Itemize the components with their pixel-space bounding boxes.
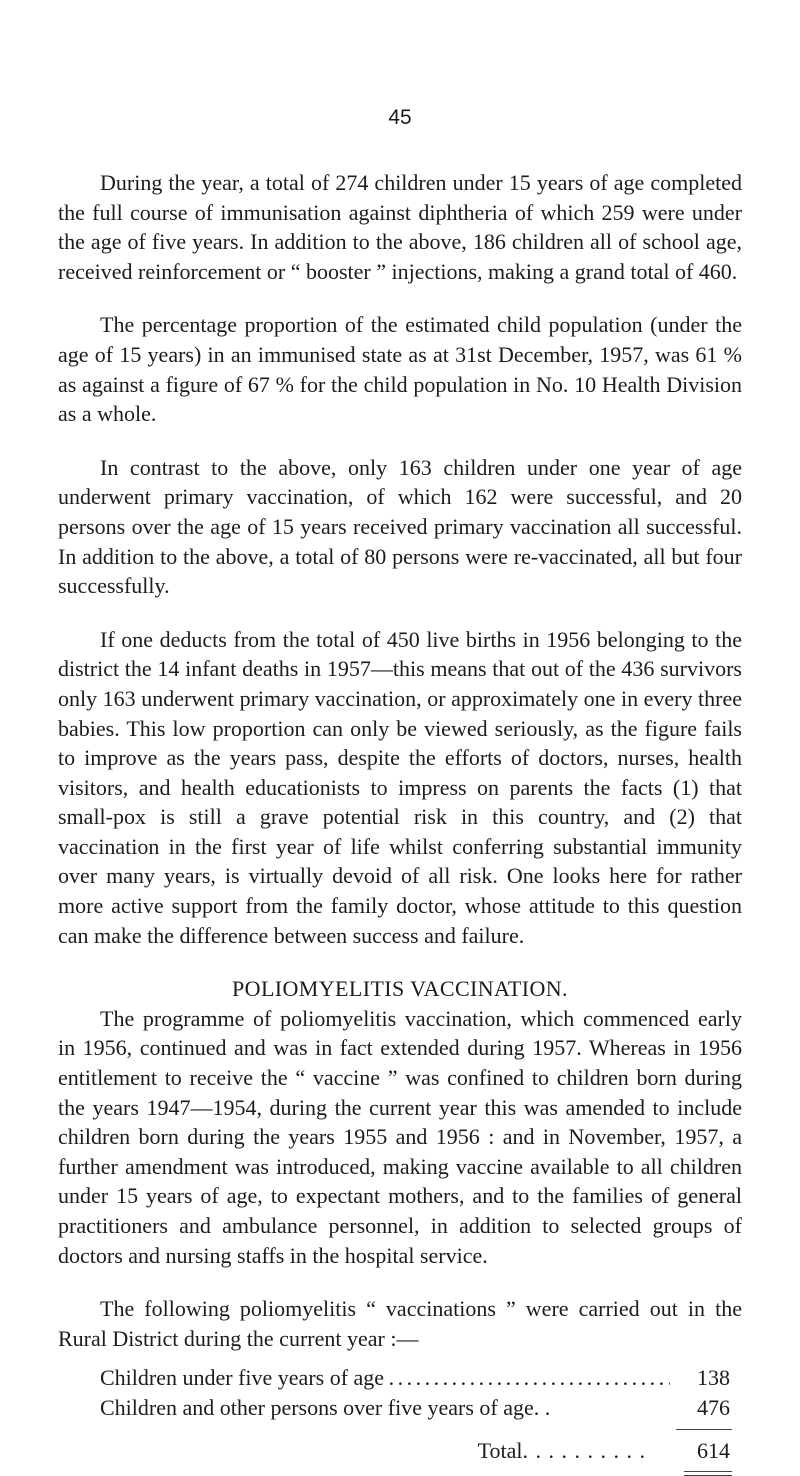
- table-row: [58, 1393, 742, 1423]
- section-heading-poliomyelitis: POLIOMYELITIS VACCINATION.: [232, 976, 568, 1002]
- total-row: [58, 1436, 742, 1466]
- document-body: [58, 168, 742, 1476]
- total-value: 614: [697, 1437, 730, 1463]
- total-leader-dots: . . . . . . . . . .: [522, 1437, 646, 1463]
- subtotal-rule: [676, 1429, 732, 1430]
- paragraph-polio-programme: The programme of poliomyelitis vaccination, which commenced early in 1956, continued and was in fact extended during 1957. Whereas in 1956 entitlement to receive the “ vaccine ” was confined to children born during the years 1947—1954, during the current year this was amended to include children born during the years 1955 and 1956 : and in November, 1957, a further amendment was introduced, making vaccine available to all children under 15 years of age, to expectant mothers, and to the families of general practitioners and ambulance personnel, in addition to selected groups of doctors and nursing staffs in the hospital service.: [58, 1005, 742, 1268]
- vaccination-table: [58, 1363, 742, 1476]
- paragraph-polio-intro: The following poliomyelitis “ vaccinations ” were carried out in the Rural District during the current year :—: [58, 1296, 742, 1351]
- row-label: Children and other persons over five years of age. .: [100, 1394, 551, 1420]
- row-value: 476: [697, 1394, 730, 1420]
- row-value: 138: [697, 1365, 730, 1391]
- total-label: Total: [477, 1437, 523, 1463]
- paragraph-diphtheria-immunisation: During the year, a total of 274 children under 15 years of age completed the full course of immunisation against diphtheria of which 259 were under the age of five years. In addition to the above, 186 children all of school age, received reinforcement or “ booster ” injections, making a grand total of 460.: [58, 170, 742, 284]
- paragraph-immunisation-percentage: The percentage proportion of the estimated child population (under the age of 15 years) in an immunised state as at 31st December, 1957, was 61 % as against a figure of 67 % for the child population in No. 10 Health Division as a whole.: [58, 312, 742, 427]
- table-row: [58, 1363, 742, 1393]
- page-number: 45: [388, 106, 412, 129]
- row-label: Children under five years of age . . .: [100, 1363, 670, 1393]
- paragraph-live-births: If one deducts from the total of 450 live births in 1956 belonging to the district the 14 infant deaths in 1957—this means that out of the 436 survivors only 163 underwent primary vaccination, or approximately one in every three babies. This low proportion can only be viewed seriously, as the figure fails to improve as the years pass, despite the efforts of doctors, nurses, health visitors, and health educationists to impress on parents the facts (1) that small-pox is still a grave potential risk in this country, and (2) that vaccination in the first year of life whilst conferring substantial immunity over many years, is virtually devoid of all risk. One looks here for rather more active support from the family doctor, whose attitude to this question can make the difference between success and failure.: [58, 626, 742, 948]
- paragraph-primary-vaccination: In contrast to the above, only 163 children under one year of age underwent primary vaccination, of which 162 were successful, and 20 persons over the age of 15 years received primary vaccination all successful. In addition to the above, a total of 80 persons were re-vaccinated, all but four successfully.: [58, 454, 742, 599]
- total-double-rule: [684, 1471, 732, 1476]
